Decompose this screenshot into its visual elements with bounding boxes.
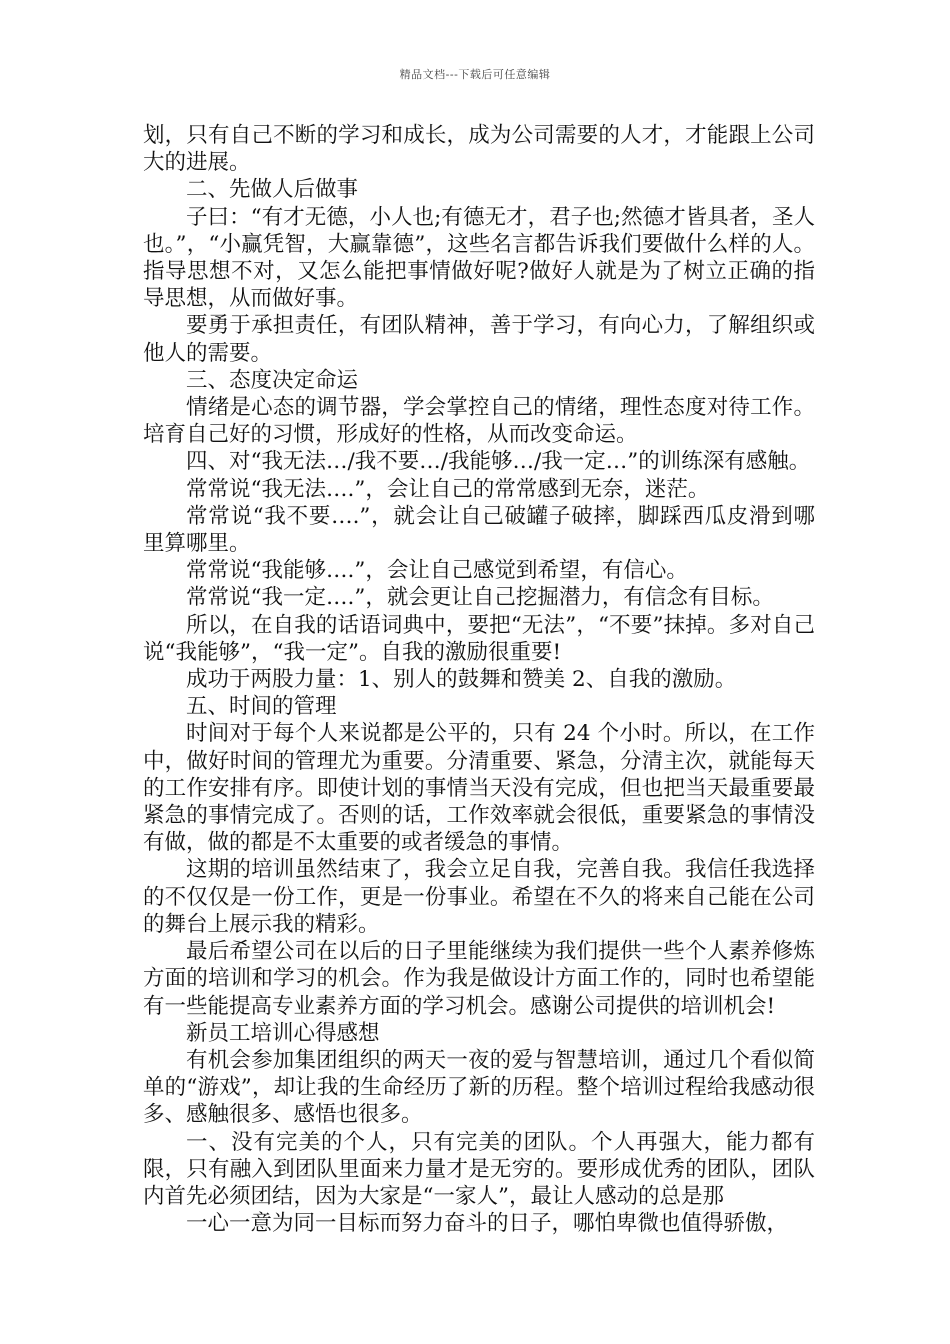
section-heading-5: 三、态度决定命运 xyxy=(186,367,359,393)
paragraph-3: 子曰：“有才无德，小人也;有德无才，君子也;然德才皆具者，圣人也。”，“小赢凭智，大赢靠德”，这些名言都告诉我们要做什么样的人。指导思想不对，又怎么能把事情做好呢?做好人就是为了树立正确的指导思想，从而做好事。 xyxy=(143,204,815,312)
paragraph-12: 所以，在自我的话语词典中，要把“无法”，“不要”抹掉。多对自己说“我能够”，“我一定”。自我的激励很重要! xyxy=(143,612,815,665)
paragraph-19: 有机会参加集团组织的两天一夜的爱与智慧培训，通过几个看似简单的“游戏”，却让我的生命经历了新的历程。整个培训过程给我感动很多、感触很多、感悟也很多。 xyxy=(143,1047,815,1128)
document-body xyxy=(143,122,815,1237)
paragraph-21: 一心一意为同一目标而努力奋斗的日子，哪怕卑微也值得骄傲， xyxy=(186,1211,789,1237)
section-heading-2: 二、先做人后做事 xyxy=(186,177,359,203)
paragraph-6: 情绪是心态的调节器，学会掌控自己的情绪，理性态度对待工作。培育自己好的习惯，形成好的性格，从而改变命运。 xyxy=(143,395,815,448)
paragraph-20: 一、没有完美的个人，只有完美的团队。个人再强大，能力都有限，只有融入到团队里面来力量才是无穷的。要形成优秀的团队，团队内首先必须团结，因为大家是“一家人”，最让人感动的总是那 xyxy=(143,1129,815,1209)
section-heading-7: 四、对“我无法…/我不要…/我能够…/我一定…”的训练深有感触。 xyxy=(186,449,811,475)
paragraph-17: 最后希望公司在以后的日子里能继续为我们提供一些个人素养修炼方面的培训和学习的机会。作为我是做设计方面工作的，同时也希望能有一些能提高专业素养方面的学习机会。感谢公司提供的培训机会! xyxy=(143,939,815,1019)
section-heading-14: 五、时间的管理 xyxy=(186,694,337,720)
paragraph-4: 要勇于承担责任，有团队精神，善于学习，有向心力，了解组织或他人的需要。 xyxy=(143,313,815,366)
paragraph-15: 时间对于每个人来说都是公平的，只有 24 个小时。所以，在工作中，做好时间的管理尤为重要。分清重要、紧急，分清主次，就能每天的工作安排有序。即使计划的事情当天没有完成，但也把当天最重要最紧急的事情完成了。否则的话，工作效率就会很低，重要紧急的事情没有做，做的都是不太重要的或者缓急的事情。 xyxy=(143,721,815,856)
paragraph-11: 常常说“我一定….”，就会更让自己挖掘潜力，有信念有目标。 xyxy=(186,585,774,611)
paragraph-9: 常常说“我不要….”，就会让自己破罐子破摔，脚踩西瓜皮滑到哪里算哪里。 xyxy=(143,503,815,557)
page-header: 精品文档---下载后可任意编辑 xyxy=(399,68,551,81)
paragraph-13: 成功于两股力量：1、别人的鼓舞和赞美 2、自我的激励。 xyxy=(186,667,737,693)
paragraph-8: 常常说“我无法….”，会让自己的常常感到无奈，迷茫。 xyxy=(186,476,710,502)
article-title-18: 新员工培训心得感想 xyxy=(186,1020,380,1046)
paragraph-16: 这期的培训虽然结束了，我会立足自我，完善自我。我信任我选择的不仅仅是一份工作，更是一份事业。希望在不久的将来自己能在公司的舞台上展示我的精彩。 xyxy=(143,857,815,937)
paragraph-1: 划，只有自己不断的学习和成长，成为公司需要的人才，才能跟上公司大的进展。 xyxy=(143,123,815,176)
paragraph-10: 常常说“我能够….”，会让自己感觉到希望，有信心。 xyxy=(186,558,688,584)
